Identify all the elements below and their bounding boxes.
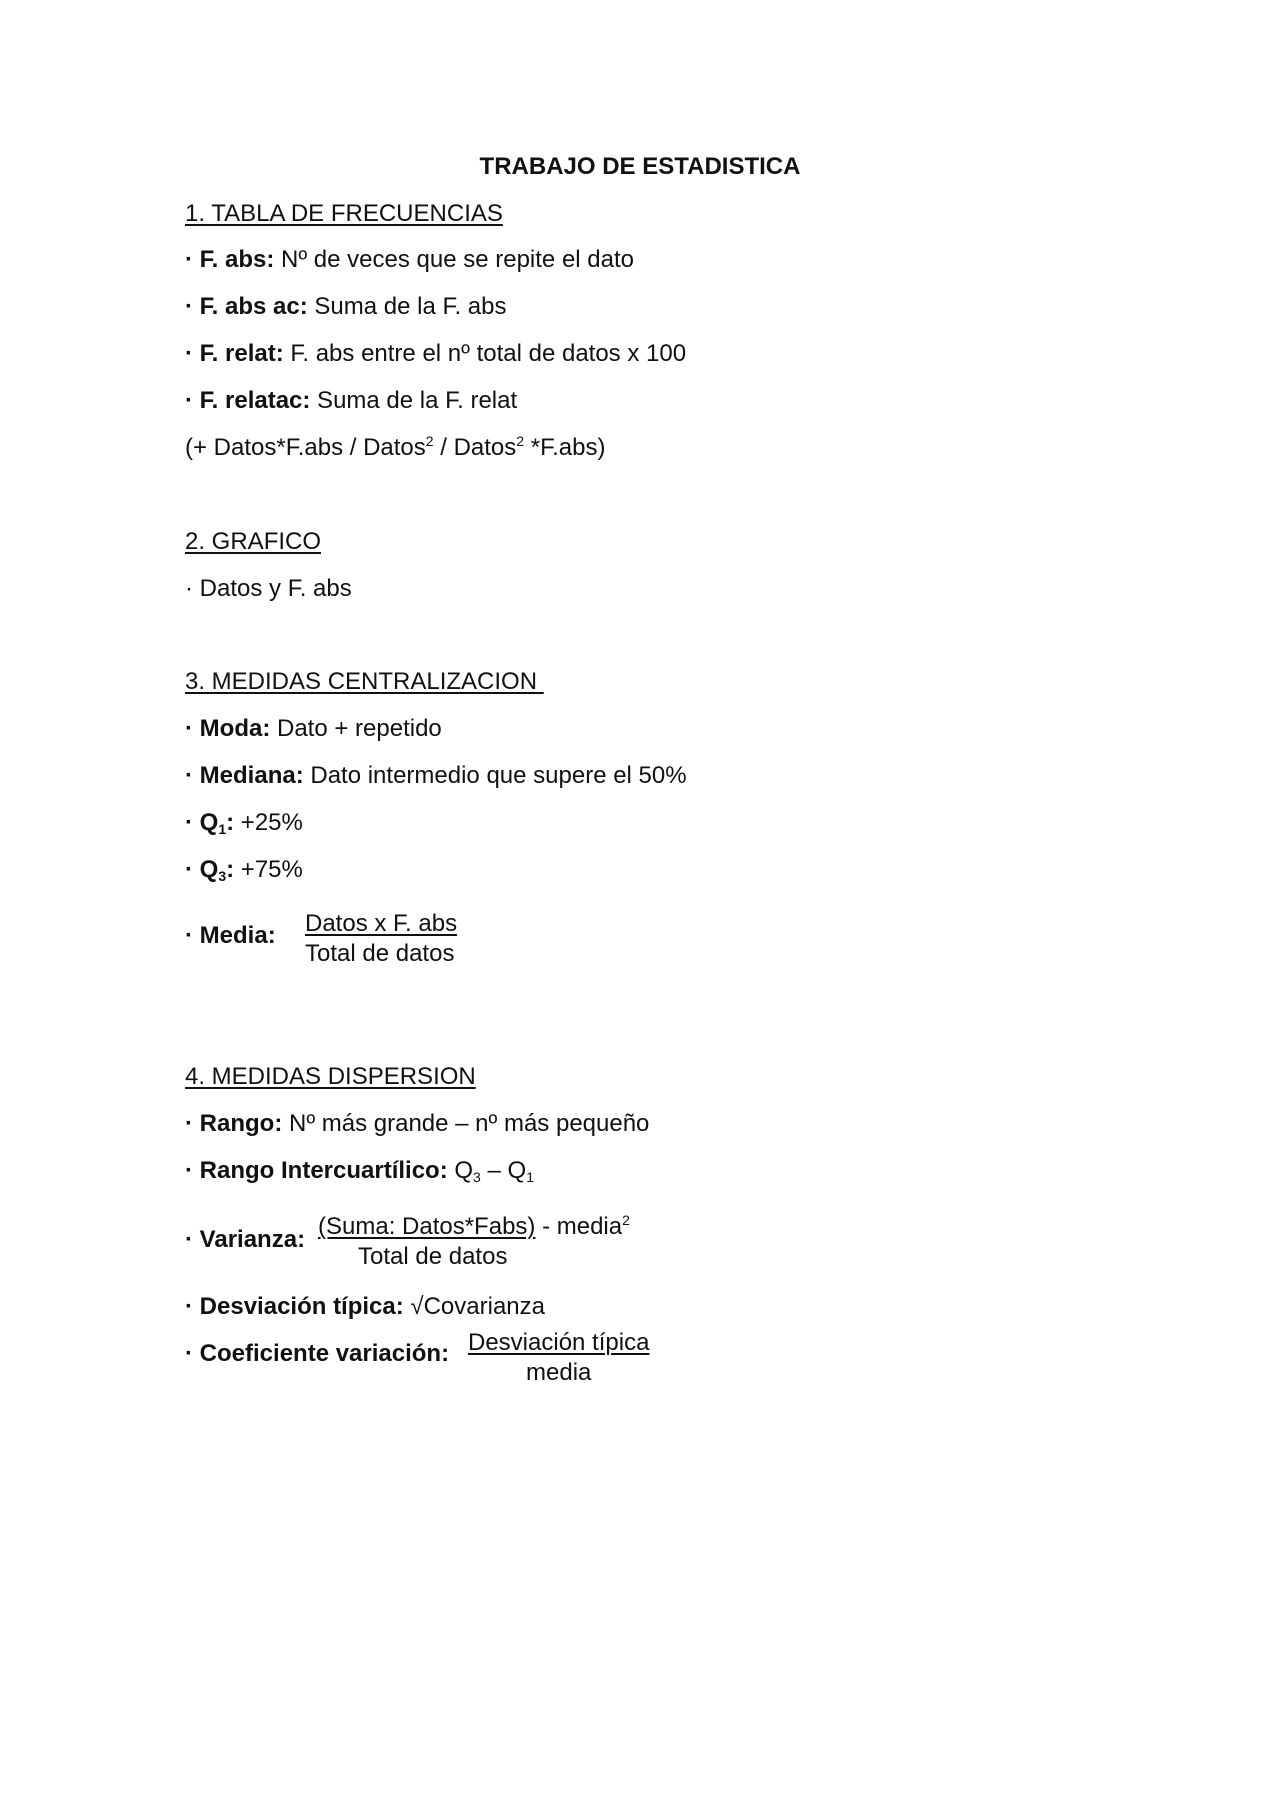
- desc-desviacion-tipica: √Covarianza: [403, 1293, 545, 1320]
- list-item-desviacion-tipica: [185, 1295, 545, 1319]
- section-1-heading: 1. TABLA DE FRECUENCIAS: [185, 200, 503, 227]
- bullet: ·: [185, 387, 193, 414]
- superscript: 2: [516, 433, 525, 449]
- list-item-f-abs-ac: [185, 295, 507, 319]
- desc-moda: Dato + repetido: [270, 715, 442, 742]
- section-2-heading: 2. GRAFICO: [185, 528, 322, 555]
- term-rango: Rango:: [199, 1110, 283, 1137]
- coeficiente-fraction: [468, 1331, 649, 1385]
- list-item-rango: [185, 1112, 649, 1136]
- desc-f-abs-ac: Suma de la F. abs: [307, 293, 507, 320]
- fraction-denominator: Total de datos: [305, 940, 455, 967]
- bullet: ·: [185, 715, 193, 742]
- q-letter: Q: [447, 1157, 474, 1184]
- extra-text-b: / Datos: [433, 434, 517, 461]
- extra-text-c: *F.abs): [524, 434, 606, 461]
- bullet: ·: [185, 809, 193, 836]
- varianza-fraction: [318, 1212, 630, 1270]
- subscript: 3: [473, 1169, 481, 1185]
- list-item-moda: [185, 717, 442, 741]
- term-desviacion-tipica: Desviación típica:: [199, 1293, 404, 1320]
- section-3-heading: 3. MEDIDAS CENTRALIZACION: [185, 668, 544, 695]
- term-rango-intercuartilico: Rango Intercuartílico:: [199, 1157, 448, 1184]
- bullet: ·: [185, 1226, 193, 1253]
- bullet: ·: [185, 246, 193, 273]
- fraction-numerator: Datos x F. abs: [305, 910, 458, 937]
- colon: :: [226, 856, 235, 883]
- desc-f-relat: F. abs entre el nº total de datos x 100: [283, 340, 687, 367]
- desc-f-relatac: Suma de la F. relat: [310, 387, 518, 414]
- superscript: 2: [425, 433, 434, 449]
- subscript: 1: [218, 821, 227, 837]
- list-item-mediana: [185, 764, 687, 788]
- bullet: ·: [185, 293, 193, 320]
- bullet: ·: [185, 922, 193, 949]
- document-title: TRABAJO DE ESTADISTICA: [479, 153, 801, 180]
- desc-q1: +25%: [234, 809, 303, 836]
- subscript: 3: [218, 868, 227, 884]
- list-item-rango-intercuartilico: [185, 1159, 534, 1183]
- term-media: Media:: [199, 922, 276, 949]
- bullet: ·: [185, 856, 193, 883]
- subscript: 1: [526, 1169, 534, 1185]
- extra-text-a: (+ Datos*F.abs / Datos: [185, 434, 426, 461]
- desc-q3: +75%: [234, 856, 303, 883]
- bullet: ·: [185, 1157, 193, 1184]
- fraction-numerator: Desviación típica: [468, 1329, 650, 1356]
- bullet: ·: [185, 1293, 193, 1320]
- fraction-denominator: Total de datos: [358, 1243, 508, 1270]
- bullet: ·: [185, 340, 193, 367]
- list-item-q3: [185, 858, 303, 882]
- desc-rango: Nº más grande – nº más pequeño: [282, 1110, 650, 1137]
- fraction-numerator: [318, 1212, 630, 1240]
- term-moda: Moda:: [199, 715, 271, 742]
- list-item-f-relatac: [185, 389, 517, 413]
- numerator-underlined: (Suma: Datos*Fabs): [318, 1213, 536, 1240]
- list-item-coeficiente-variacion: [185, 1342, 449, 1366]
- term-f-abs-ac: F. abs ac:: [199, 293, 308, 320]
- bullet: ·: [185, 762, 193, 789]
- term-mediana: Mediana:: [199, 762, 304, 789]
- list-item-media: [185, 924, 276, 948]
- list-item-f-abs: [185, 248, 634, 272]
- term-f-relatac: F. relatac:: [199, 387, 311, 414]
- desc-f-abs: Nº de veces que se repite el dato: [274, 246, 635, 273]
- list-item-f-relat: [185, 342, 686, 366]
- colon: :: [226, 809, 235, 836]
- section-4-heading: 4. MEDIDAS DISPERSION: [185, 1063, 476, 1090]
- term-f-relat: F. relat:: [199, 340, 284, 367]
- bullet: ·: [185, 1340, 193, 1367]
- term-q1: Q: [199, 809, 219, 836]
- term-coeficiente-variacion: Coeficiente variación:: [199, 1340, 450, 1367]
- media-fraction: [305, 912, 457, 966]
- list-item-q1: [185, 811, 303, 835]
- desc-mediana: Dato intermedio que supere el 50%: [303, 762, 687, 789]
- dash-q: – Q: [480, 1157, 527, 1184]
- superscript: 2: [622, 1212, 630, 1228]
- bullet: ·: [185, 1110, 193, 1137]
- term-f-abs: F. abs:: [199, 246, 275, 273]
- list-item-varianza: [185, 1228, 305, 1252]
- numerator-rest: - media: [535, 1213, 623, 1240]
- term-varianza: Varianza:: [199, 1226, 306, 1253]
- term-q3: Q: [199, 856, 219, 883]
- extra-columns-note: [185, 433, 606, 461]
- list-item-datos: · Datos y F. abs: [185, 575, 352, 602]
- fraction-denominator: media: [526, 1359, 592, 1386]
